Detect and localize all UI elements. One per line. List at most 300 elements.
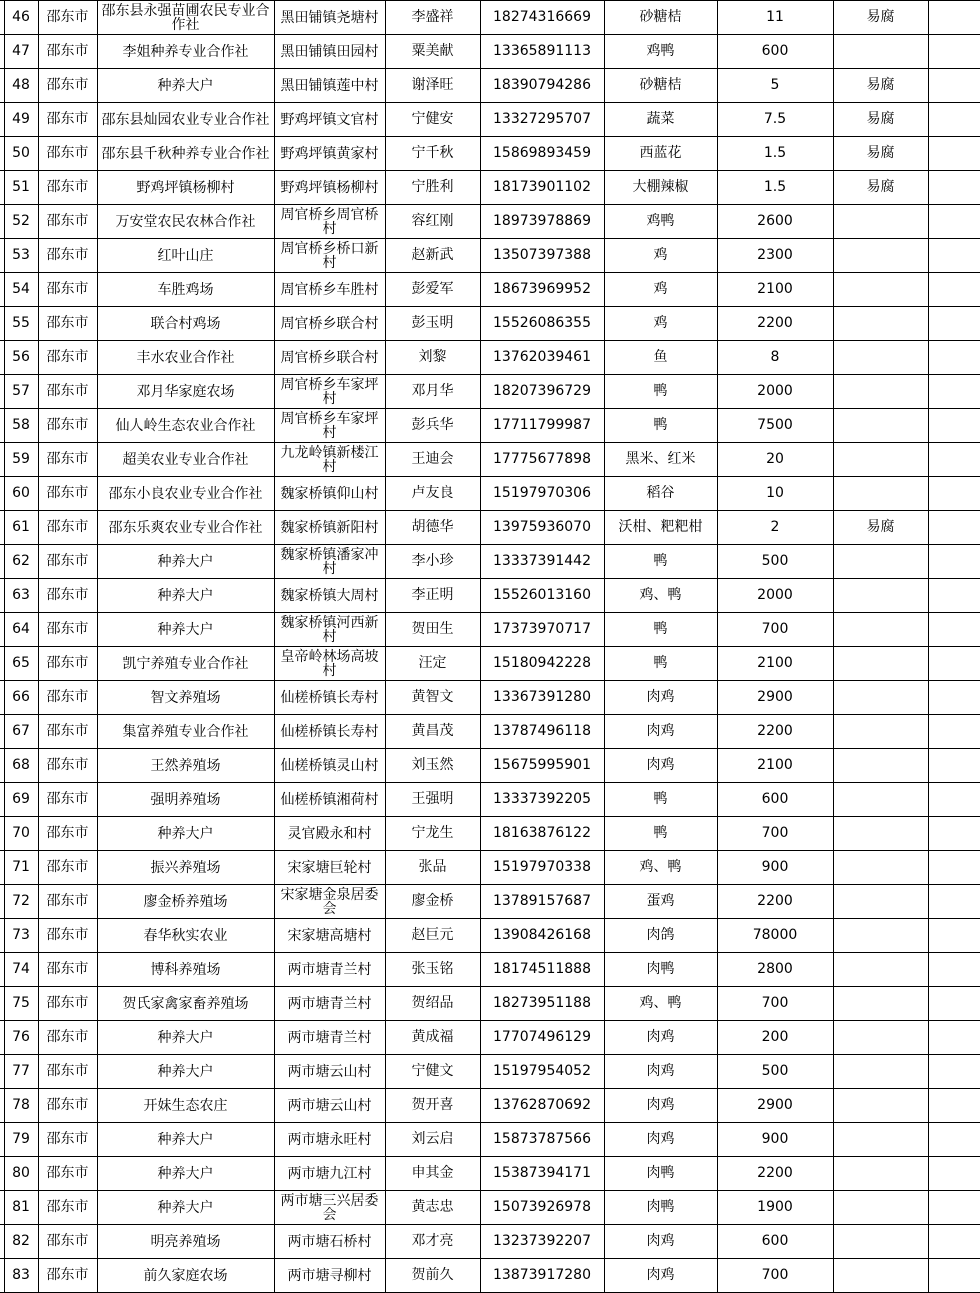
cell-phone: 13507397388 (480, 239, 604, 273)
cell-empty (928, 1021, 980, 1055)
cell-address: 野鸡坪镇黄家村 (274, 137, 385, 171)
table-row (0, 1259, 980, 1293)
cell-organization: 明亮养殖场 (97, 1225, 274, 1259)
cell-quantity: 500 (717, 545, 833, 579)
cell-city: 邵东市 (38, 103, 97, 137)
cell-address: 魏家桥镇潘家冲村 (274, 545, 385, 579)
cell-city: 邵东市 (38, 1259, 97, 1293)
cell-empty (928, 783, 980, 817)
cell-row-number: 51 (4, 171, 38, 205)
table-row (0, 715, 980, 749)
cell-phone: 18973978869 (480, 205, 604, 239)
cell-note (833, 681, 928, 715)
cell-note (833, 1055, 928, 1089)
cell-organization: 廖金桥养殖场 (97, 885, 274, 919)
cell-contact-name: 贺田生 (385, 613, 480, 647)
cell-note (833, 1157, 928, 1191)
cell-row-number: 60 (4, 477, 38, 511)
cell-contact-name: 张玉铭 (385, 953, 480, 987)
cell-product: 沃柑、粑粑柑 (604, 511, 717, 545)
cell-row-number: 72 (4, 885, 38, 919)
cell-quantity: 1.5 (717, 137, 833, 171)
cell-organization: 万安堂农民农林合作社 (97, 205, 274, 239)
cell-address: 两市塘云山村 (274, 1089, 385, 1123)
cell-row-number: 50 (4, 137, 38, 171)
cell-organization: 博科养殖场 (97, 953, 274, 987)
cell-quantity: 2300 (717, 239, 833, 273)
cell-address: 周官桥乡车胜村 (274, 273, 385, 307)
cell-phone: 18174511888 (480, 953, 604, 987)
cell-address: 黑田铺镇田园村 (274, 35, 385, 69)
cell-product: 鸡 (604, 307, 717, 341)
cell-organization: 邵东县永强苗圃农民专业合作社 (97, 1, 274, 35)
cell-note (833, 715, 928, 749)
cell-organization: 前久家庭农场 (97, 1259, 274, 1293)
cell-quantity: 2200 (717, 885, 833, 919)
cell-note (833, 749, 928, 783)
cell-empty (928, 137, 980, 171)
cell-empty (928, 239, 980, 273)
cell-address: 周官桥乡桥口新村 (274, 239, 385, 273)
cell-city: 邵东市 (38, 715, 97, 749)
cell-city: 邵东市 (38, 1, 97, 35)
cell-product: 大棚辣椒 (604, 171, 717, 205)
cell-city: 邵东市 (38, 817, 97, 851)
cell-note (833, 953, 928, 987)
cell-note (833, 375, 928, 409)
cell-address: 宋家塘金泉居委会 (274, 885, 385, 919)
cell-quantity: 78000 (717, 919, 833, 953)
cell-address: 魏家桥镇仰山村 (274, 477, 385, 511)
table-row (0, 749, 980, 783)
cell-city: 邵东市 (38, 1021, 97, 1055)
cell-phone: 13975936070 (480, 511, 604, 545)
cell-contact-name: 赵新武 (385, 239, 480, 273)
cell-contact-name: 粟美献 (385, 35, 480, 69)
cell-note (833, 783, 928, 817)
cell-city: 邵东市 (38, 477, 97, 511)
cell-organization: 邵东县千秋种养专业合作社 (97, 137, 274, 171)
cell-city: 邵东市 (38, 511, 97, 545)
cell-empty (928, 511, 980, 545)
cell-address: 魏家桥镇新阳村 (274, 511, 385, 545)
cell-city: 邵东市 (38, 1225, 97, 1259)
table-row (0, 1123, 980, 1157)
table-row (0, 1191, 980, 1225)
cell-note (833, 579, 928, 613)
cell-city: 邵东市 (38, 341, 97, 375)
table-row (0, 511, 980, 545)
cell-quantity: 2100 (717, 273, 833, 307)
cell-empty (928, 749, 980, 783)
cell-product: 肉鸡 (604, 1259, 717, 1293)
cell-quantity: 2000 (717, 375, 833, 409)
cell-row-number: 63 (4, 579, 38, 613)
cell-quantity: 2200 (717, 1157, 833, 1191)
cell-phone: 18207396729 (480, 375, 604, 409)
cell-address: 黑田铺镇莲中村 (274, 69, 385, 103)
cell-empty (928, 307, 980, 341)
cell-city: 邵东市 (38, 1089, 97, 1123)
cell-organization: 联合村鸡场 (97, 307, 274, 341)
table-body (0, 1, 980, 1293)
cell-organization: 丰水农业合作社 (97, 341, 274, 375)
cell-contact-name: 邓月华 (385, 375, 480, 409)
table-row (0, 35, 980, 69)
cell-address: 魏家桥镇河西新村 (274, 613, 385, 647)
cell-note (833, 205, 928, 239)
cell-empty (928, 817, 980, 851)
cell-city: 邵东市 (38, 1191, 97, 1225)
cell-product: 鸭 (604, 375, 717, 409)
cell-empty (928, 1225, 980, 1259)
cell-address: 仙槎桥镇长寿村 (274, 715, 385, 749)
cell-empty (928, 919, 980, 953)
cell-address: 仙槎桥镇长寿村 (274, 681, 385, 715)
cell-row-number: 74 (4, 953, 38, 987)
cell-product: 鸭 (604, 817, 717, 851)
cell-empty (928, 103, 980, 137)
cell-product: 肉鸭 (604, 1157, 717, 1191)
cell-organization: 凯宁养殖专业合作社 (97, 647, 274, 681)
cell-product: 鸡 (604, 239, 717, 273)
cell-contact-name: 王强明 (385, 783, 480, 817)
table-row (0, 1055, 980, 1089)
cell-empty (928, 1089, 980, 1123)
cell-address: 两市塘青兰村 (274, 987, 385, 1021)
cell-empty (928, 987, 980, 1021)
cell-quantity: 1.5 (717, 171, 833, 205)
cell-organization: 邵东乐爽农业专业合作社 (97, 511, 274, 545)
cell-organization: 邵东小良农业专业合作社 (97, 477, 274, 511)
cell-contact-name: 贺前久 (385, 1259, 480, 1293)
cell-empty (928, 1055, 980, 1089)
table-row (0, 273, 980, 307)
cell-contact-name: 宁健安 (385, 103, 480, 137)
cell-empty (928, 1, 980, 35)
cell-empty (928, 409, 980, 443)
cell-product: 肉鸭 (604, 1191, 717, 1225)
cell-quantity: 10 (717, 477, 833, 511)
cell-empty (928, 477, 980, 511)
table-row (0, 443, 980, 477)
table-row (0, 137, 980, 171)
cell-product: 鸭 (604, 613, 717, 647)
cell-contact-name: 黄志忠 (385, 1191, 480, 1225)
cell-contact-name: 贺开喜 (385, 1089, 480, 1123)
table-row (0, 477, 980, 511)
cell-city: 邵东市 (38, 307, 97, 341)
cell-quantity: 2100 (717, 749, 833, 783)
cell-quantity: 900 (717, 851, 833, 885)
cell-note: 易腐 (833, 103, 928, 137)
table-row (0, 647, 980, 681)
cell-organization: 贺氏家禽家畜养殖场 (97, 987, 274, 1021)
cell-organization: 种养大户 (97, 1191, 274, 1225)
cell-phone: 13908426168 (480, 919, 604, 953)
cell-address: 周官桥乡车家坪村 (274, 375, 385, 409)
cell-phone: 18163876122 (480, 817, 604, 851)
cell-row-number: 55 (4, 307, 38, 341)
cell-quantity: 600 (717, 35, 833, 69)
cell-product: 肉鸡 (604, 1225, 717, 1259)
cell-quantity: 500 (717, 1055, 833, 1089)
cell-organization: 邵东县灿园农业专业合作社 (97, 103, 274, 137)
cell-quantity: 2 (717, 511, 833, 545)
cell-organization: 强明养殖场 (97, 783, 274, 817)
cell-empty (928, 579, 980, 613)
cell-product: 鸡鸭 (604, 205, 717, 239)
cell-note: 易腐 (833, 511, 928, 545)
cell-empty (928, 953, 980, 987)
cell-row-number: 71 (4, 851, 38, 885)
cell-empty (928, 851, 980, 885)
cell-row-number: 64 (4, 613, 38, 647)
cell-note (833, 1259, 928, 1293)
cell-row-number: 49 (4, 103, 38, 137)
cell-phone: 13762870692 (480, 1089, 604, 1123)
cell-organization: 种养大户 (97, 817, 274, 851)
table-row (0, 919, 980, 953)
cell-city: 邵东市 (38, 987, 97, 1021)
cell-contact-name: 张品 (385, 851, 480, 885)
cell-address: 黑田铺镇尧塘村 (274, 1, 385, 35)
cell-contact-name: 胡德华 (385, 511, 480, 545)
cell-quantity: 2200 (717, 715, 833, 749)
cell-product: 鸡、鸭 (604, 851, 717, 885)
cell-note: 易腐 (833, 171, 928, 205)
cell-phone: 13327295707 (480, 103, 604, 137)
cell-quantity: 2600 (717, 205, 833, 239)
table-row (0, 613, 980, 647)
cell-note (833, 919, 928, 953)
cell-note: 易腐 (833, 137, 928, 171)
cell-row-number: 68 (4, 749, 38, 783)
cell-quantity: 8 (717, 341, 833, 375)
table-row (0, 409, 980, 443)
cell-row-number: 48 (4, 69, 38, 103)
cell-product: 砂糖桔 (604, 1, 717, 35)
cell-city: 邵东市 (38, 443, 97, 477)
cell-quantity: 600 (717, 783, 833, 817)
cell-organization: 超美农业专业合作社 (97, 443, 274, 477)
cell-address: 周官桥乡周官桥村 (274, 205, 385, 239)
cell-city: 邵东市 (38, 647, 97, 681)
cell-row-number: 58 (4, 409, 38, 443)
cell-phone: 15180942228 (480, 647, 604, 681)
cell-empty (928, 1259, 980, 1293)
cell-phone: 15873787566 (480, 1123, 604, 1157)
cell-quantity: 600 (717, 1225, 833, 1259)
cell-contact-name: 赵巨元 (385, 919, 480, 953)
cell-phone: 17707496129 (480, 1021, 604, 1055)
cell-address: 仙槎桥镇湘荷村 (274, 783, 385, 817)
cell-note: 易腐 (833, 69, 928, 103)
cell-contact-name: 宁健文 (385, 1055, 480, 1089)
cell-contact-name: 彭玉明 (385, 307, 480, 341)
cell-note (833, 35, 928, 69)
cell-phone: 13873917280 (480, 1259, 604, 1293)
table-row (0, 885, 980, 919)
cell-product: 肉鸡 (604, 1123, 717, 1157)
table-row (0, 103, 980, 137)
cell-address: 两市塘石桥村 (274, 1225, 385, 1259)
table-row (0, 171, 980, 205)
cell-product: 肉鸡 (604, 1055, 717, 1089)
cell-contact-name: 谢泽旺 (385, 69, 480, 103)
cell-quantity: 900 (717, 1123, 833, 1157)
cell-note (833, 885, 928, 919)
cell-organization: 开妹生态农庄 (97, 1089, 274, 1123)
table-row (0, 341, 980, 375)
cell-row-number: 56 (4, 341, 38, 375)
cell-contact-name: 彭爱军 (385, 273, 480, 307)
cell-quantity: 700 (717, 817, 833, 851)
cell-note (833, 1225, 928, 1259)
cell-address: 九龙岭镇新楼江村 (274, 443, 385, 477)
cell-empty (928, 35, 980, 69)
cell-product: 肉鸡 (604, 749, 717, 783)
cell-contact-name: 王迪会 (385, 443, 480, 477)
cell-note (833, 987, 928, 1021)
cell-product: 鸭 (604, 647, 717, 681)
table-row (0, 953, 980, 987)
cell-product: 肉鸡 (604, 715, 717, 749)
cell-city: 邵东市 (38, 545, 97, 579)
cell-row-number: 65 (4, 647, 38, 681)
cell-note (833, 239, 928, 273)
cell-contact-name: 容红刚 (385, 205, 480, 239)
cell-empty (928, 443, 980, 477)
cell-quantity: 20 (717, 443, 833, 477)
table-row (0, 783, 980, 817)
cell-note (833, 851, 928, 885)
cell-contact-name: 宁龙生 (385, 817, 480, 851)
cell-phone: 18274316669 (480, 1, 604, 35)
cell-city: 邵东市 (38, 35, 97, 69)
table-row (0, 817, 980, 851)
cell-phone: 13762039461 (480, 341, 604, 375)
cell-quantity: 700 (717, 1259, 833, 1293)
cell-row-number: 61 (4, 511, 38, 545)
cell-row-number: 57 (4, 375, 38, 409)
cell-empty (928, 341, 980, 375)
cell-address: 两市塘寻柳村 (274, 1259, 385, 1293)
cell-product: 鸡、鸭 (604, 579, 717, 613)
cell-product: 鸭 (604, 409, 717, 443)
cell-phone: 15197970338 (480, 851, 604, 885)
cell-row-number: 73 (4, 919, 38, 953)
cell-phone: 13365891113 (480, 35, 604, 69)
cell-note (833, 307, 928, 341)
cell-organization: 种养大户 (97, 1157, 274, 1191)
cell-note (833, 817, 928, 851)
cell-phone: 13337391442 (480, 545, 604, 579)
cell-city: 邵东市 (38, 239, 97, 273)
cell-city: 邵东市 (38, 205, 97, 239)
table-row (0, 1, 980, 35)
cell-quantity: 11 (717, 1, 833, 35)
cell-city: 邵东市 (38, 953, 97, 987)
cell-note (833, 409, 928, 443)
table-row (0, 375, 980, 409)
cell-row-number: 53 (4, 239, 38, 273)
table-row (0, 307, 980, 341)
cell-organization: 种养大户 (97, 579, 274, 613)
cell-quantity: 2000 (717, 579, 833, 613)
cell-empty (928, 69, 980, 103)
cell-product: 肉鸡 (604, 681, 717, 715)
cell-contact-name: 刘云启 (385, 1123, 480, 1157)
cell-note (833, 647, 928, 681)
cell-quantity: 2800 (717, 953, 833, 987)
table-row (0, 681, 980, 715)
cell-note (833, 613, 928, 647)
cell-note (833, 443, 928, 477)
cell-phone: 17373970717 (480, 613, 604, 647)
cell-organization: 李姐种养专业合作社 (97, 35, 274, 69)
cell-contact-name: 宁胜利 (385, 171, 480, 205)
cell-row-number: 59 (4, 443, 38, 477)
cell-quantity: 7.5 (717, 103, 833, 137)
cell-address: 仙槎桥镇灵山村 (274, 749, 385, 783)
cell-row-number: 79 (4, 1123, 38, 1157)
cell-quantity: 700 (717, 613, 833, 647)
cell-empty (928, 715, 980, 749)
cell-address: 灵官殿永和村 (274, 817, 385, 851)
cell-empty (928, 885, 980, 919)
cell-product: 砂糖桔 (604, 69, 717, 103)
cell-phone: 15869893459 (480, 137, 604, 171)
cell-organization: 种养大户 (97, 1123, 274, 1157)
cell-empty (928, 205, 980, 239)
cell-quantity: 700 (717, 987, 833, 1021)
cell-contact-name: 邓才亮 (385, 1225, 480, 1259)
cell-contact-name: 李盛祥 (385, 1, 480, 35)
cell-product: 肉鸽 (604, 919, 717, 953)
cell-phone: 15675995901 (480, 749, 604, 783)
cell-product: 鸭 (604, 783, 717, 817)
cell-city: 邵东市 (38, 613, 97, 647)
cell-address: 野鸡坪镇杨柳村 (274, 171, 385, 205)
cell-empty (928, 647, 980, 681)
cell-product: 鸡 (604, 273, 717, 307)
table-row (0, 239, 980, 273)
table-row (0, 579, 980, 613)
cell-empty (928, 171, 980, 205)
cell-address: 两市塘青兰村 (274, 953, 385, 987)
cell-address: 两市塘三兴居委会 (274, 1191, 385, 1225)
cell-contact-name: 李正明 (385, 579, 480, 613)
cell-city: 邵东市 (38, 1157, 97, 1191)
cell-row-number: 75 (4, 987, 38, 1021)
cell-empty (928, 613, 980, 647)
cell-address: 周官桥乡车家坪村 (274, 409, 385, 443)
cell-address: 两市塘青兰村 (274, 1021, 385, 1055)
cell-contact-name: 黄昌茂 (385, 715, 480, 749)
table-row (0, 1225, 980, 1259)
cell-quantity: 2900 (717, 1089, 833, 1123)
cell-empty (928, 681, 980, 715)
cell-row-number: 82 (4, 1225, 38, 1259)
cell-city: 邵东市 (38, 273, 97, 307)
cell-row-number: 81 (4, 1191, 38, 1225)
cell-note: 易腐 (833, 1, 928, 35)
cell-quantity: 1900 (717, 1191, 833, 1225)
cell-organization: 种养大户 (97, 1021, 274, 1055)
cell-city: 邵东市 (38, 375, 97, 409)
cell-city: 邵东市 (38, 69, 97, 103)
